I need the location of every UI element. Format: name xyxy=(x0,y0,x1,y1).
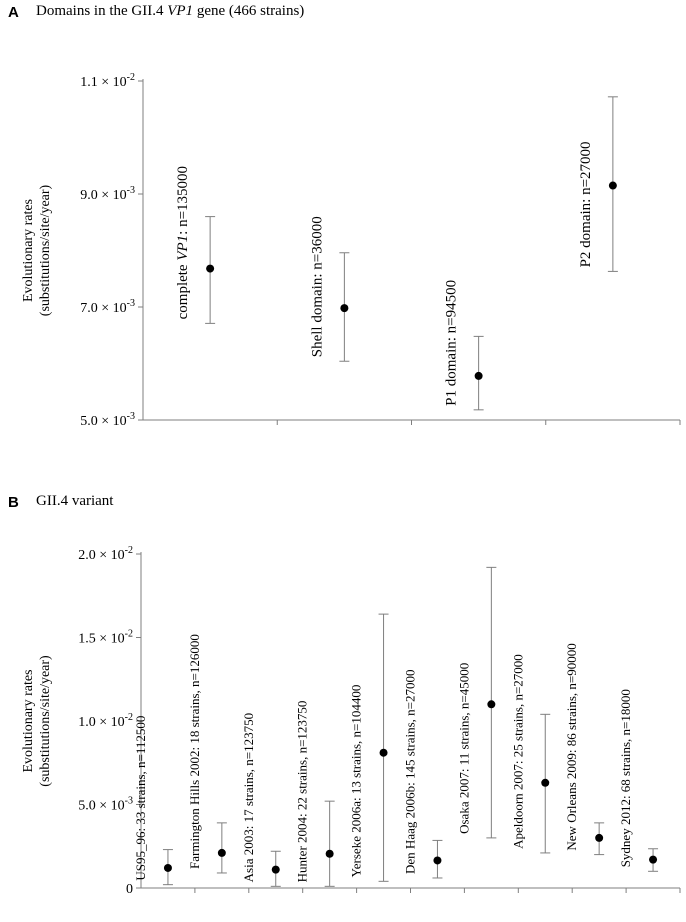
chart-b xyxy=(0,490,686,922)
point-label xyxy=(187,634,202,869)
y-tick-exponent: -2 xyxy=(126,72,135,83)
y-tick-exponent: -3 xyxy=(126,185,135,196)
point-label xyxy=(241,713,256,882)
data-point xyxy=(380,749,388,757)
point-label-italic: VP1 xyxy=(175,234,192,261)
y-tick-exponent: -3 xyxy=(126,298,135,309)
y-tick-mantissa: 9.0 × 10 xyxy=(80,188,127,203)
data-point xyxy=(340,304,348,312)
y-tick-label xyxy=(80,298,135,316)
point-label xyxy=(444,280,460,406)
y-tick-label xyxy=(78,629,133,647)
data-point xyxy=(487,700,495,708)
data-point xyxy=(272,866,280,874)
y-tick-label xyxy=(78,796,133,814)
panel-b xyxy=(0,490,686,922)
point-label xyxy=(133,716,148,881)
y-tick-label xyxy=(80,72,135,90)
y-axis-title-line2: (substitutions/site/year) xyxy=(38,184,53,317)
data-point xyxy=(326,850,334,858)
title-suffix: gene (466 strains) xyxy=(193,3,305,19)
point-label xyxy=(349,685,364,878)
data-point xyxy=(206,265,214,273)
point-label-text: Yerseke 2006a: 13 strains, n=104400 xyxy=(348,684,364,878)
data-point xyxy=(609,182,617,190)
y-tick-exponent: -2 xyxy=(124,712,133,723)
y-tick-mantissa: 1.1 × 10 xyxy=(80,75,127,90)
title-italic: VP1 xyxy=(167,3,194,19)
point-label xyxy=(295,701,310,883)
point-label-text: P2 domain: n=27000 xyxy=(577,141,594,268)
y-axis-title-line2: (substitutions/site/year) xyxy=(38,655,53,787)
y-tick-mantissa: 7.0 × 10 xyxy=(80,301,127,316)
y-tick-label xyxy=(78,712,133,730)
y-tick-mantissa: 5.0 × 10 xyxy=(78,798,125,814)
point-label xyxy=(402,669,417,873)
y-tick-mantissa: 2.0 × 10 xyxy=(78,548,125,563)
point-label-text: Den Haag 2006b: 145 strains, n=27000 xyxy=(402,669,418,874)
y-tick-label xyxy=(80,411,135,429)
y-axis-title-line1: Evolutionary rates xyxy=(21,198,36,303)
chart-a xyxy=(0,0,686,440)
data-point xyxy=(649,856,657,864)
point-label-text: Hunter 2004: 22 strains, n=123750 xyxy=(294,700,310,883)
point-label-text: Farmington Hills 2002: 18 strains, n=126000 xyxy=(186,634,202,869)
data-point xyxy=(475,372,483,380)
y-tick-exponent: -2 xyxy=(124,545,133,556)
point-label xyxy=(309,216,325,357)
y-tick-exponent: -3 xyxy=(126,411,135,422)
point-label xyxy=(175,166,191,319)
point-label-text: Apeldoorn 2007: 25 strains, n=27000 xyxy=(510,654,526,849)
y-tick-mantissa: 5.0 × 10 xyxy=(80,414,127,429)
point-label-text: Sydney 2012: 68 strains, n=18000 xyxy=(618,689,634,868)
point-label xyxy=(578,141,594,267)
point-label-suffix: : n=135000 xyxy=(175,165,192,235)
data-point xyxy=(595,834,603,842)
panel-label: A xyxy=(8,4,19,21)
y-tick-mantissa: 1.0 × 10 xyxy=(78,715,125,730)
point-label-text: US95_96: 33 strains, n=112500 xyxy=(132,715,148,881)
y-axis-title xyxy=(21,184,53,316)
point-label-text: complete xyxy=(175,260,192,320)
y-tick-label xyxy=(80,185,135,203)
data-point xyxy=(218,849,226,857)
y-tick-mantissa: 1.5 × 10 xyxy=(78,631,125,647)
point-label xyxy=(510,654,525,849)
point-label-text: Osaka 2007: 11 strains, n=45000 xyxy=(456,662,472,834)
y-tick-exponent: -2 xyxy=(124,628,133,640)
data-point xyxy=(433,856,441,864)
point-label-text: New Orleans 2009: 86 strains, n=90000 xyxy=(564,643,580,851)
point-label-text: Asia 2003: 17 strains, n=123750 xyxy=(240,712,256,883)
y-tick-exponent: -3 xyxy=(124,795,133,807)
panel-a xyxy=(0,0,686,440)
point-label xyxy=(564,643,579,850)
y-axis-title xyxy=(21,655,53,787)
title-prefix: Domains in the GII.4 xyxy=(36,3,168,19)
y-tick-label xyxy=(126,882,133,897)
point-label-text: Shell domain: n=36000 xyxy=(309,216,326,358)
data-point xyxy=(164,864,172,872)
point-label xyxy=(618,689,633,867)
point-label-text: P1 domain: n=94500 xyxy=(443,279,460,406)
y-axis-title-line1: Evolutionary rates xyxy=(21,669,36,773)
point-label xyxy=(456,663,471,834)
data-point xyxy=(541,779,549,787)
y-tick-mantissa: 0 xyxy=(126,882,133,897)
panel-label: B xyxy=(8,494,19,511)
title-prefix: GII.4 variant xyxy=(36,493,114,509)
y-tick-label xyxy=(78,545,133,563)
